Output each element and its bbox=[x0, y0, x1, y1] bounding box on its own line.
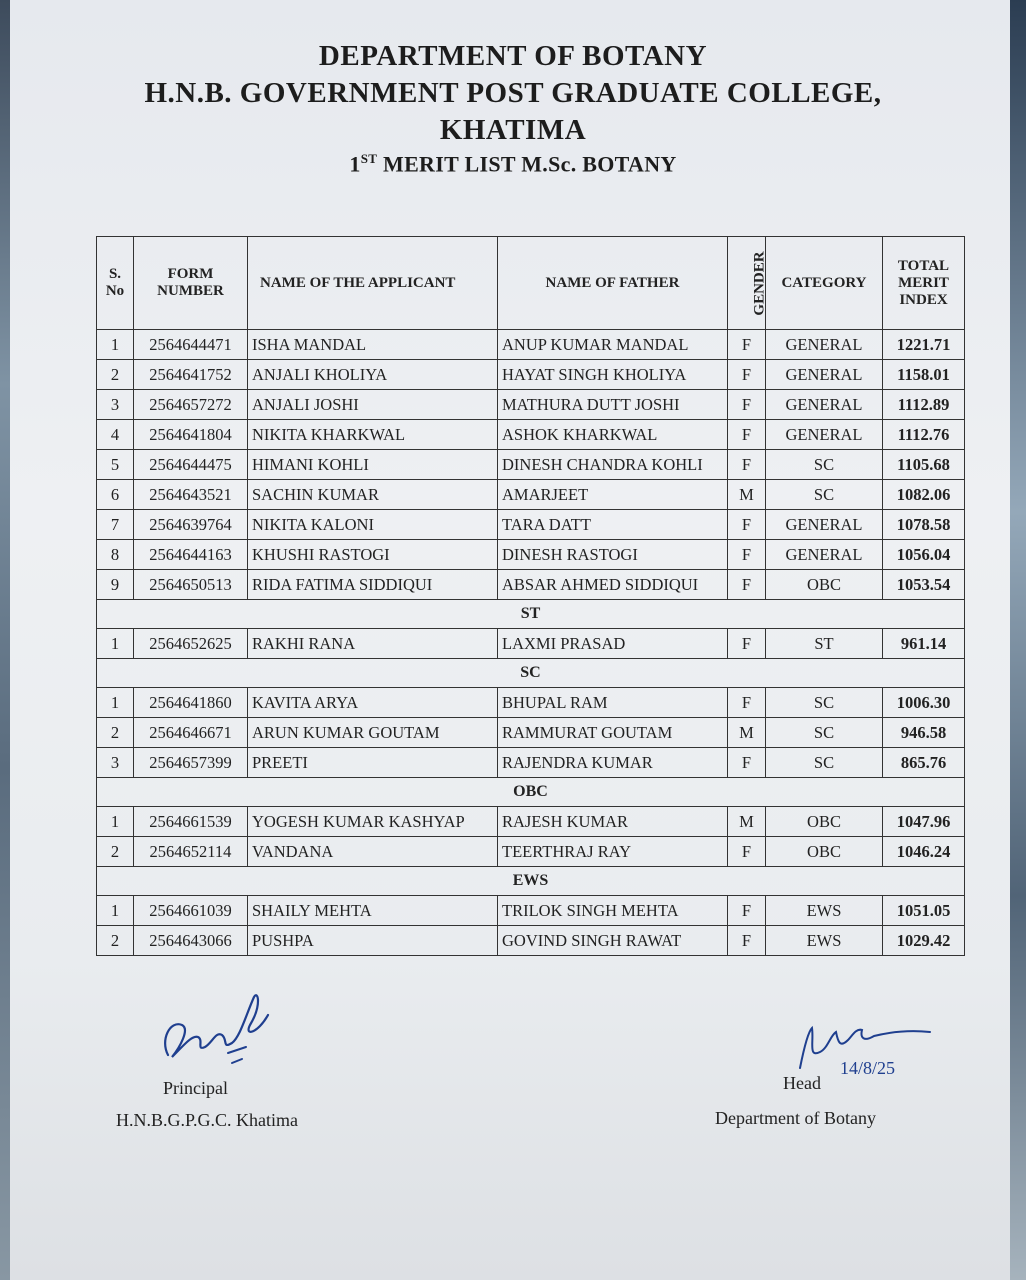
gender-cell: F bbox=[728, 540, 766, 570]
merit-index-cell: 1046.24 bbox=[883, 837, 965, 867]
table-row bbox=[97, 926, 965, 956]
applicant-name-cell: ANJALI JOSHI bbox=[248, 390, 498, 420]
serial-number-cell: 1 bbox=[97, 629, 134, 659]
merit-index-cell: 1082.06 bbox=[883, 480, 965, 510]
father-name-cell: AMARJEET bbox=[498, 480, 728, 510]
serial-number-cell: 7 bbox=[97, 510, 134, 540]
father-name-cell: TRILOK SINGH MEHTA bbox=[498, 896, 728, 926]
principal-signature bbox=[150, 985, 290, 1075]
merit-index-cell: 961.14 bbox=[883, 629, 965, 659]
gender-cell: F bbox=[728, 510, 766, 540]
father-name-cell: DINESH RASTOGI bbox=[498, 540, 728, 570]
head-signature bbox=[790, 1018, 940, 1080]
father-name-cell: RAJENDRA KUMAR bbox=[498, 748, 728, 778]
gender-cell: F bbox=[728, 896, 766, 926]
applicant-name-cell: PREETI bbox=[248, 748, 498, 778]
gender-cell: M bbox=[728, 480, 766, 510]
form-number-cell: 2564641860 bbox=[134, 688, 248, 718]
form-number-cell: 2564644163 bbox=[134, 540, 248, 570]
principal-title: Principal bbox=[163, 1078, 228, 1098]
serial-number-cell: 6 bbox=[97, 480, 134, 510]
form-number-cell: 2564652114 bbox=[134, 837, 248, 867]
category-cell: EWS bbox=[766, 926, 883, 956]
form-number-cell: 2564644475 bbox=[134, 450, 248, 480]
merit-index-cell: 1029.42 bbox=[883, 926, 965, 956]
category-cell: GENERAL bbox=[766, 390, 883, 420]
father-name-cell: ABSAR AHMED SIDDIQUI bbox=[498, 570, 728, 600]
col-header-sno: S. No bbox=[97, 237, 134, 330]
applicant-name-cell: ANJALI KHOLIYA bbox=[248, 360, 498, 390]
section-label: EWS bbox=[97, 867, 965, 896]
table-row bbox=[97, 688, 965, 718]
serial-number-cell: 3 bbox=[97, 390, 134, 420]
merit-index-cell: 1051.05 bbox=[883, 896, 965, 926]
form-number-cell: 2564643521 bbox=[134, 480, 248, 510]
merit-index-cell: 1112.89 bbox=[883, 390, 965, 420]
category-cell: OBC bbox=[766, 570, 883, 600]
category-cell: SC bbox=[766, 480, 883, 510]
form-number-cell: 2564641804 bbox=[134, 420, 248, 450]
serial-number-cell: 1 bbox=[97, 688, 134, 718]
principal-org: H.N.B.G.P.G.C. Khatima bbox=[116, 1110, 299, 1130]
serial-number-cell: 5 bbox=[97, 450, 134, 480]
merit-table bbox=[96, 236, 965, 956]
applicant-name-cell: NIKITA KALONI bbox=[248, 510, 498, 540]
merit-index-cell: 1053.54 bbox=[883, 570, 965, 600]
applicant-name-cell: RAKHI RANA bbox=[248, 629, 498, 659]
applicant-name-cell: KHUSHI RASTOGI bbox=[248, 540, 498, 570]
table-row bbox=[97, 629, 965, 659]
serial-number-cell: 2 bbox=[97, 926, 134, 956]
applicant-name-cell: SACHIN KUMAR bbox=[248, 480, 498, 510]
applicant-name-cell: ARUN KUMAR GOUTAM bbox=[248, 718, 498, 748]
gender-cell: F bbox=[728, 837, 766, 867]
list-ordinal: ST bbox=[360, 151, 378, 166]
col-header-form: FORM NUMBER bbox=[134, 237, 248, 330]
form-number-cell: 2564646671 bbox=[134, 718, 248, 748]
applicant-name-cell: ISHA MANDAL bbox=[248, 330, 498, 360]
serial-number-cell: 1 bbox=[97, 896, 134, 926]
gender-cell: F bbox=[728, 390, 766, 420]
col-header-gender-cell bbox=[728, 237, 766, 330]
col-header-applicant: NAME OF THE APPLICANT bbox=[248, 237, 498, 330]
father-name-cell: TARA DATT bbox=[498, 510, 728, 540]
applicant-name-cell: PUSHPA bbox=[248, 926, 498, 956]
merit-index-cell: 1078.58 bbox=[883, 510, 965, 540]
section-row bbox=[97, 867, 965, 896]
section-label: OBC bbox=[97, 778, 965, 807]
category-cell: GENERAL bbox=[766, 510, 883, 540]
serial-number-cell: 2 bbox=[97, 360, 134, 390]
merit-index-cell: 946.58 bbox=[883, 718, 965, 748]
section-row bbox=[97, 778, 965, 807]
category-cell: SC bbox=[766, 688, 883, 718]
form-number-cell: 2564657399 bbox=[134, 748, 248, 778]
serial-number-cell: 3 bbox=[97, 748, 134, 778]
category-cell: OBC bbox=[766, 837, 883, 867]
table-row bbox=[97, 718, 965, 748]
merit-index-cell: 1158.01 bbox=[883, 360, 965, 390]
merit-index-cell: 1105.68 bbox=[883, 450, 965, 480]
form-number-cell: 2564641752 bbox=[134, 360, 248, 390]
applicant-name-cell: KAVITA ARYA bbox=[248, 688, 498, 718]
merit-index-cell: 1221.71 bbox=[883, 330, 965, 360]
father-name-cell: MATHURA DUTT JOSHI bbox=[498, 390, 728, 420]
applicant-name-cell: YOGESH KUMAR KASHYAP bbox=[248, 807, 498, 837]
father-name-cell: BHUPAL RAM bbox=[498, 688, 728, 718]
merit-index-cell: 1056.04 bbox=[883, 540, 965, 570]
table-row bbox=[97, 540, 965, 570]
table-body bbox=[97, 330, 965, 956]
list-number: 1 bbox=[349, 151, 361, 177]
head-title: Head bbox=[783, 1073, 821, 1093]
serial-number-cell: 1 bbox=[97, 330, 134, 360]
section-label: SC bbox=[97, 659, 965, 688]
table-row bbox=[97, 570, 965, 600]
father-name-cell: LAXMI PRASAD bbox=[498, 629, 728, 659]
serial-number-cell: 8 bbox=[97, 540, 134, 570]
table-row bbox=[97, 510, 965, 540]
serial-number-cell: 2 bbox=[97, 837, 134, 867]
category-cell: EWS bbox=[766, 896, 883, 926]
table-header-row bbox=[97, 237, 965, 330]
table-row bbox=[97, 450, 965, 480]
form-number-cell: 2564639764 bbox=[134, 510, 248, 540]
father-name-cell: RAMMURAT GOUTAM bbox=[498, 718, 728, 748]
serial-number-cell: 1 bbox=[97, 807, 134, 837]
form-number-cell: 2564643066 bbox=[134, 926, 248, 956]
form-number-cell: 2564661539 bbox=[134, 807, 248, 837]
father-name-cell: TEERTHRAJ RAY bbox=[498, 837, 728, 867]
form-number-cell: 2564661039 bbox=[134, 896, 248, 926]
applicant-name-cell: VANDANA bbox=[248, 837, 498, 867]
gender-cell: F bbox=[728, 748, 766, 778]
form-number-cell: 2564657272 bbox=[134, 390, 248, 420]
table-row bbox=[97, 360, 965, 390]
applicant-name-cell: SHAILY MEHTA bbox=[248, 896, 498, 926]
father-name-cell: DINESH CHANDRA KOHLI bbox=[498, 450, 728, 480]
table-row bbox=[97, 330, 965, 360]
table-row bbox=[97, 420, 965, 450]
form-number-cell: 2564650513 bbox=[134, 570, 248, 600]
gender-cell: M bbox=[728, 807, 766, 837]
form-number-cell: 2564652625 bbox=[134, 629, 248, 659]
father-name-cell: HAYAT SINGH KHOLIYA bbox=[498, 360, 728, 390]
department-heading: DEPARTMENT OF BOTANY bbox=[318, 40, 708, 72]
merit-index-cell: 1047.96 bbox=[883, 807, 965, 837]
city-heading: KHATIMA bbox=[439, 114, 587, 146]
father-name-cell: ANUP KUMAR MANDAL bbox=[498, 330, 728, 360]
col-header-category: CATEGORY bbox=[766, 237, 883, 330]
gender-cell: F bbox=[728, 450, 766, 480]
gender-cell: M bbox=[728, 718, 766, 748]
category-cell: GENERAL bbox=[766, 540, 883, 570]
category-cell: SC bbox=[766, 450, 883, 480]
father-name-cell: GOVIND SINGH RAWAT bbox=[498, 926, 728, 956]
col-header-gender: GENDER bbox=[751, 250, 768, 316]
gender-cell: F bbox=[728, 330, 766, 360]
table-row bbox=[97, 807, 965, 837]
head-org: Department of Botany bbox=[715, 1108, 876, 1128]
serial-number-cell: 4 bbox=[97, 420, 134, 450]
applicant-name-cell: NIKITA KHARKWAL bbox=[248, 420, 498, 450]
section-row bbox=[97, 600, 965, 629]
merit-index-cell: 1006.30 bbox=[883, 688, 965, 718]
father-name-cell: ASHOK KHARKWAL bbox=[498, 420, 728, 450]
category-cell: GENERAL bbox=[766, 420, 883, 450]
applicant-name-cell: RIDA FATIMA SIDDIQUI bbox=[248, 570, 498, 600]
table-row bbox=[97, 837, 965, 867]
gender-cell: F bbox=[728, 688, 766, 718]
applicant-name-cell: HIMANI KOHLI bbox=[248, 450, 498, 480]
section-row bbox=[97, 659, 965, 688]
category-cell: SC bbox=[766, 718, 883, 748]
list-title-text: MERIT LIST M.Sc. BOTANY bbox=[377, 151, 677, 177]
category-cell: GENERAL bbox=[766, 360, 883, 390]
table-row bbox=[97, 896, 965, 926]
category-cell: SC bbox=[766, 748, 883, 778]
gender-cell: F bbox=[728, 360, 766, 390]
gender-cell: F bbox=[728, 926, 766, 956]
form-number-cell: 2564644471 bbox=[134, 330, 248, 360]
col-header-father: NAME OF FATHER bbox=[498, 237, 728, 330]
gender-cell: F bbox=[728, 570, 766, 600]
table-row bbox=[97, 390, 965, 420]
gender-cell: F bbox=[728, 420, 766, 450]
merit-list-title bbox=[0, 151, 1026, 177]
category-cell: GENERAL bbox=[766, 330, 883, 360]
serial-number-cell: 2 bbox=[97, 718, 134, 748]
college-heading: H.N.B. GOVERNMENT POST GRADUATE COLLEGE, bbox=[144, 77, 882, 109]
merit-index-cell: 1112.76 bbox=[883, 420, 965, 450]
table-row bbox=[97, 748, 965, 778]
section-label: ST bbox=[97, 600, 965, 629]
col-header-index: TOTAL MERIT INDEX bbox=[883, 237, 965, 330]
category-cell: OBC bbox=[766, 807, 883, 837]
table-row bbox=[97, 480, 965, 510]
merit-index-cell: 865.76 bbox=[883, 748, 965, 778]
head-signature-date: 14/8/25 bbox=[840, 1058, 896, 1078]
gender-cell: F bbox=[728, 629, 766, 659]
serial-number-cell: 9 bbox=[97, 570, 134, 600]
category-cell: ST bbox=[766, 629, 883, 659]
father-name-cell: RAJESH KUMAR bbox=[498, 807, 728, 837]
